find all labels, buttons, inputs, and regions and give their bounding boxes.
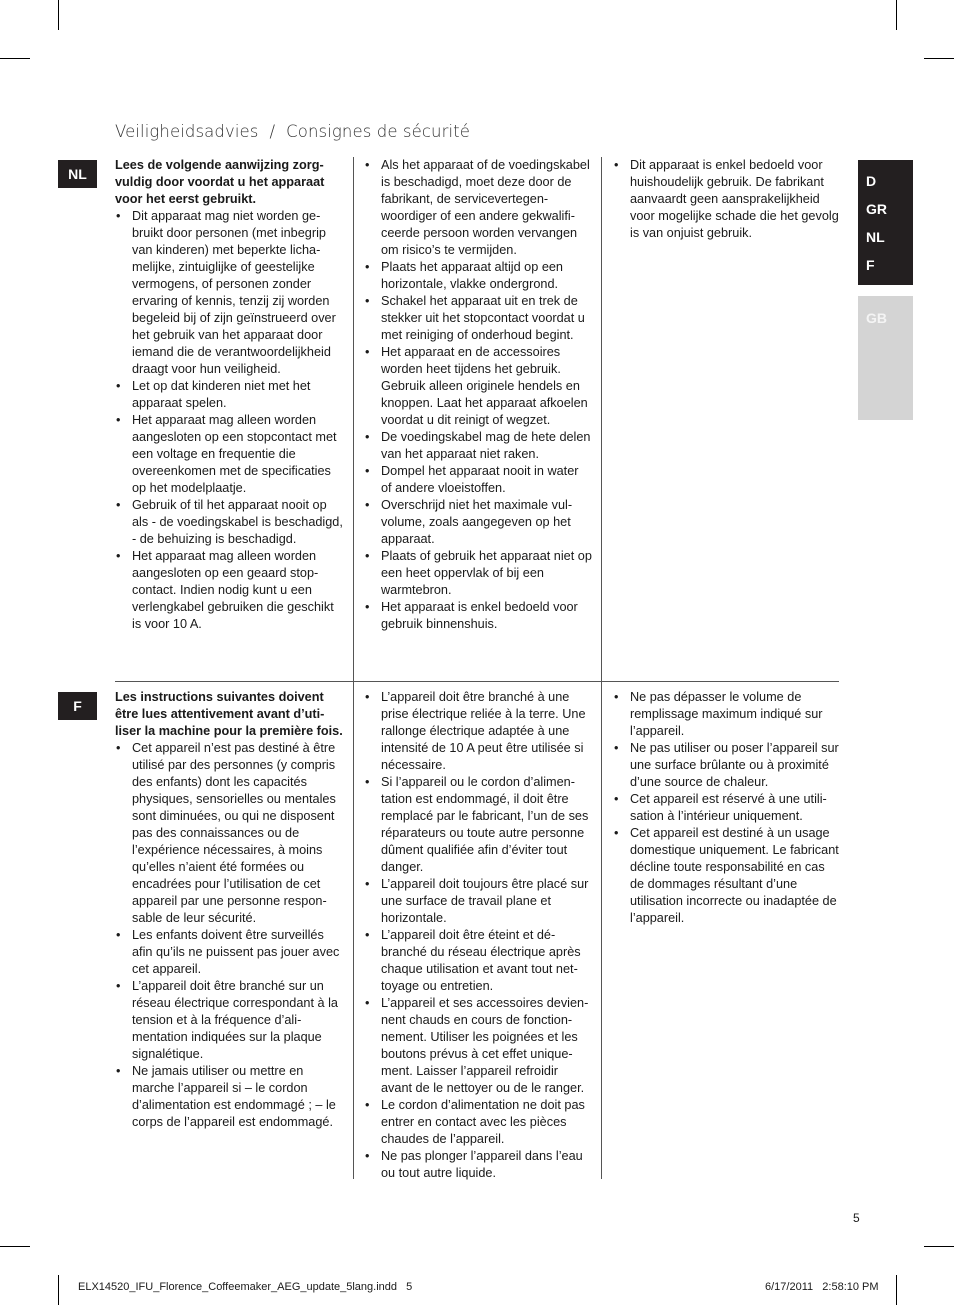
list-item: • Cet appareil est réservé à une utilisation à l’intérieur uniquement. — [613, 791, 841, 825]
section-badge-nl: NL — [58, 160, 97, 188]
crop-mark — [896, 0, 897, 30]
list-item: • Let op dat kinderen niet met het apparaat spelen. — [115, 378, 343, 412]
column-divider — [601, 682, 602, 1179]
crop-mark — [924, 58, 954, 59]
crop-mark — [0, 1246, 30, 1247]
list-item: • Dit apparaat mag niet worden gebruikt door personen (met inbegrip van kinderen) met beperkte lichamelijke, zintuiglijke of geestelijke vermogens, of personen zonder ervaring of kennis, tenzij zij worden begeleid bij of zijn geïnstrueerd over het gebruik van het apparaat door iemand die de verantwoordelijkheid draagt voor hun veiligheid. — [115, 208, 343, 378]
side-label-nl: NL — [866, 229, 885, 245]
fr-col1-list — [115, 740, 343, 1131]
fr-column-3 — [613, 689, 841, 927]
list-item: • Si l’appareil ou le cordon d’alimentation est endommagé, il doit être remplacé par le fabricant, l’un de ses réparateurs ou toute autre personne dûment qualifiée afin d’éviter tout danger. — [364, 774, 592, 876]
list-item: • Als het apparaat of de voedingskabel is beschadigd, moet deze door de fabrikant, de servicevertegenwoordiger of een andere gekwalificeerde persoon worden vervangen om risico’s te vermijden. — [364, 157, 592, 259]
page-number: 5 — [853, 1211, 860, 1225]
side-label-gb: GB — [866, 310, 887, 326]
crop-mark — [58, 0, 59, 30]
fr-col2-list — [364, 689, 592, 1182]
list-item: • L’appareil doit être branché sur un réseau électrique correspondant à la tension et à la fréquence d’alimentation indiquées sur la plaque signalétique. — [115, 978, 343, 1063]
section-divider — [115, 681, 839, 682]
list-item: • Gebruik of til het apparaat nooit op als - de voedingskabel is beschadigd, - de behuizing is beschadigd. — [115, 497, 343, 548]
list-item: • Cet appareil est destiné à un usage domestique uniquement. Le fabricant décline toute responsabilité en cas de dommages résultant d’une utilisation incorrecte ou inadaptée de l’appareil. — [613, 825, 841, 927]
list-item: • Schakel het apparaat uit en trek de stekker uit het stopcontact voordat u met reiniging of onderhoud begint. — [364, 293, 592, 344]
title-fr: Consignes de sécurité — [286, 122, 470, 141]
footer-timestamp: 6/17/2011 2:58:10 PM — [765, 1281, 879, 1293]
fr-column-2 — [364, 689, 592, 1182]
list-item: • De voedingskabel mag de hete delen van het apparaat niet raken. — [364, 429, 592, 463]
title-separator: / — [269, 122, 276, 141]
list-item: • Het apparaat en de accessoires worden heet tijdens het gebruik. Gebruik alleen originele hendels en knoppen. Laat het apparaat afkoelen voordat u dit reinigt of wegzet. — [364, 344, 592, 429]
fr-col3-list — [613, 689, 841, 927]
nl-column-1 — [115, 157, 343, 633]
list-item: • Plaats of gebruik het apparaat niet op een heet oppervlak of bij een warmtebron. — [364, 548, 592, 599]
list-item: • Het apparaat mag alleen worden aangesloten op een geaard stopcontact. Indien nodig kunt u een verlengkabel gebruiken die geschikt is voor 10 A. — [115, 548, 343, 633]
column-divider — [353, 157, 354, 681]
list-item: • Ne pas dépasser le volume de remplissage maximum indiqué sur l’appareil. — [613, 689, 841, 740]
side-label-f: F — [866, 257, 875, 273]
list-item: • Het apparaat is enkel bedoeld voor gebruik binnenshuis. — [364, 599, 592, 633]
nl-column-3 — [613, 157, 841, 242]
footer-filename: ELX14520_IFU_Florence_Coffeemaker_AEG_update_5lang.indd 5 — [78, 1281, 413, 1293]
fr-intro: Les instructions suivantes doivent être lues attentivement avant d’utiliser la machine pour la première fois. — [115, 690, 343, 738]
list-item: • Overschrijd niet het maximale vulvolume, zoals aangegeven op het apparaat. — [364, 497, 592, 548]
list-item: • L’appareil doit être éteint et débranché du réseau électrique après chaque utilisation et avant tout nettoyage ou entretien. — [364, 927, 592, 995]
nl-column-2 — [364, 157, 592, 633]
list-item: • L’appareil et ses accessoires deviennent chauds en cours de fonctionnement. Utiliser les poignées et les boutons prévus à cet effet uniquement. Laisser l’appareil refroidir avant de le nettoyer ou de le ranger. — [364, 995, 592, 1097]
list-item: • Plaats het apparaat altijd op een horizontale, vlakke ondergrond. — [364, 259, 592, 293]
list-item: • Dit apparaat is enkel bedoeld voor huishoudelijk gebruik. De fabrikant aanvaardt geen aansprakelijkheid voor mogelijke schade die het gevolg is van onjuist gebruik. — [613, 157, 841, 242]
list-item: • Dompel het apparaat nooit in water of andere vloeistoffen. — [364, 463, 592, 497]
list-item: • Ne pas plonger l’appareil dans l’eau ou tout autre liquide. — [364, 1148, 592, 1182]
crop-mark — [58, 1275, 59, 1305]
fr-column-1 — [115, 689, 343, 1131]
column-divider — [601, 157, 602, 681]
section-badge-f: F — [58, 692, 97, 720]
nl-col2-list — [364, 157, 592, 633]
crop-mark — [924, 1246, 954, 1247]
nl-col1-list — [115, 208, 343, 633]
title-nl: Veiligheidsadvies — [115, 122, 259, 141]
list-item: • L’appareil doit toujours être placé sur une surface de travail plane et horizontale. — [364, 876, 592, 927]
list-item: • L’appareil doit être branché à une prise électrique reliée à la terre. Une rallonge électrique adaptée à une intensité de 10 A peut être utilisée si nécessaire. — [364, 689, 592, 774]
column-divider — [353, 682, 354, 1179]
nl-intro: Lees de volgende aanwijzing zorgvuldig door voordat u het apparaat voor het eerst gebruikt. — [115, 158, 325, 206]
list-item: • Ne jamais utiliser ou mettre en marche l’appareil si – le cordon d’alimentation est endommagé ; – le corps de l’appareil est endommagé. — [115, 1063, 343, 1131]
list-item: • Les enfants doivent être surveillés afin qu’ils ne puissent pas jouer avec cet appareil. — [115, 927, 343, 978]
page-title — [115, 122, 470, 141]
list-item: • Le cordon d’alimentation ne doit pas entrer en contact avec les pièces chaudes de l’appareil. — [364, 1097, 592, 1148]
side-label-gr: GR — [866, 201, 887, 217]
list-item: • Cet appareil n’est pas destiné à être utilisé par des personnes (y compris des enfants) dont les capacités physiques, sensorielles ou mentales sont diminuées, ou qui ne disposent pas des connaissances ou de l’expérience nécessaires, à moins qu’elles n’aient été formées ou encadrées pour l’utilisation de cet appareil par une personne responsable de leur sécurité. — [115, 740, 343, 927]
crop-mark — [896, 1275, 897, 1305]
side-label-d: D — [866, 173, 877, 189]
list-item: • Het apparaat mag alleen worden aangesloten op een stopcontact met een voltage en frequentie die overeenkomen met de specificaties op het modelplaatje. — [115, 412, 343, 497]
list-item: • Ne pas utiliser ou poser l’appareil sur une surface brûlante ou à proximité d’une source de chaleur. — [613, 740, 841, 791]
nl-col3-list — [613, 157, 841, 242]
crop-mark — [0, 58, 30, 59]
